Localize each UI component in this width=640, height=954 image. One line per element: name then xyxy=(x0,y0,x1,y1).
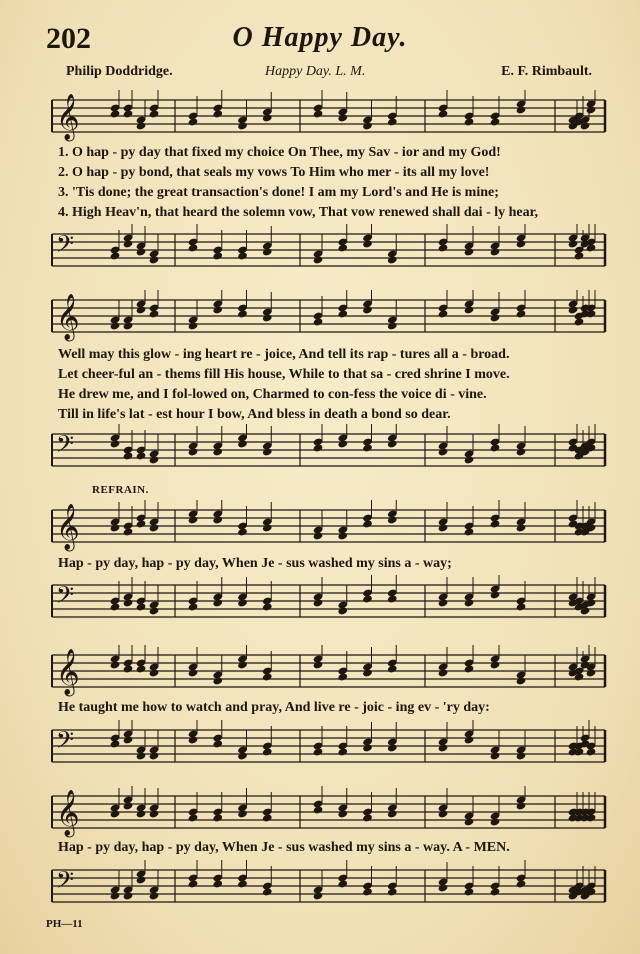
treble-staff-1 xyxy=(0,90,640,150)
verse-lyrics-1 xyxy=(58,143,606,223)
refrain-lyrics-1 xyxy=(58,554,606,574)
lyric-line: Let cheer-ful an - thems fill His house, While to that sa - cred shrine I move. xyxy=(58,367,510,382)
verse-lyrics-2 xyxy=(58,345,606,425)
lyric-line: 1. O hap - py day that fixed my choice On Thee, my Sav - ior and my God! xyxy=(58,145,501,160)
credits-line xyxy=(60,64,592,82)
svg-text:𝄞: 𝄞 xyxy=(56,294,80,340)
svg-text:𝄞: 𝄞 xyxy=(56,504,80,550)
lyric-line: 4. High Heav'n, that heard the solemn vow, That vow renewed shall dai - ly hear, xyxy=(58,205,539,220)
tune-name: Happy Day. L. M. xyxy=(265,64,366,79)
bass-staff-2 xyxy=(0,424,640,484)
treble-staff-4 xyxy=(0,645,640,705)
lyric-line: Hap - py day, hap - py day, When Je - sus washed my sins a - way. A - MEN. xyxy=(58,840,510,855)
treble-staff-5 xyxy=(0,786,640,846)
refrain-label: REFRAIN. xyxy=(92,484,149,496)
bass-staff-4 xyxy=(0,720,640,780)
author: Philip Doddridge. xyxy=(66,64,173,79)
treble-staff-2 xyxy=(0,290,640,350)
svg-text:𝄢: 𝄢 xyxy=(56,581,75,614)
refrain-lyrics-3 xyxy=(58,838,606,858)
treble-staff-3 xyxy=(0,500,640,560)
refrain-lyrics-2 xyxy=(58,698,606,718)
svg-text:𝄢: 𝄢 xyxy=(56,866,75,899)
composer: E. F. Rimbault. xyxy=(501,64,592,79)
svg-text:𝄞: 𝄞 xyxy=(56,790,80,836)
svg-text:𝄞: 𝄞 xyxy=(56,94,80,140)
bass-staff-3 xyxy=(0,575,640,635)
svg-text:𝄞: 𝄞 xyxy=(56,649,80,695)
bass-staff-1 xyxy=(0,224,640,284)
hymn-number: 202 xyxy=(46,22,91,55)
lyric-line: 2. O hap - py bond, that seals my vows To Him who mer - its all my love! xyxy=(58,165,490,180)
svg-text:𝄢: 𝄢 xyxy=(56,230,75,263)
page-footer: PH—11 xyxy=(46,918,83,930)
hymn-title: O Happy Day. xyxy=(232,22,408,53)
bass-staff-5 xyxy=(0,860,640,920)
lyric-line: He drew me, and I fol-lowed on, Charmed to con-fess the voice di - vine. xyxy=(58,387,487,402)
lyric-line: Hap - py day, hap - py day, When Je - sus washed my sins a - way; xyxy=(58,556,452,571)
svg-text:𝄢: 𝄢 xyxy=(56,430,75,463)
lyric-line: 3. 'Tis done; the great transaction's done! I am my Lord's and He is mine; xyxy=(58,185,499,200)
lyric-line: He taught me how to watch and pray, And live re - joic - ing ev - 'ry day: xyxy=(58,700,490,715)
lyric-line: Till in life's lat - est hour I bow, And bless in death a bond so dear. xyxy=(58,407,451,422)
lyric-line: Well may this glow - ing heart re - joice, And tell its rap - tures all a - broad. xyxy=(58,347,510,362)
svg-text:𝄢: 𝄢 xyxy=(56,726,75,759)
